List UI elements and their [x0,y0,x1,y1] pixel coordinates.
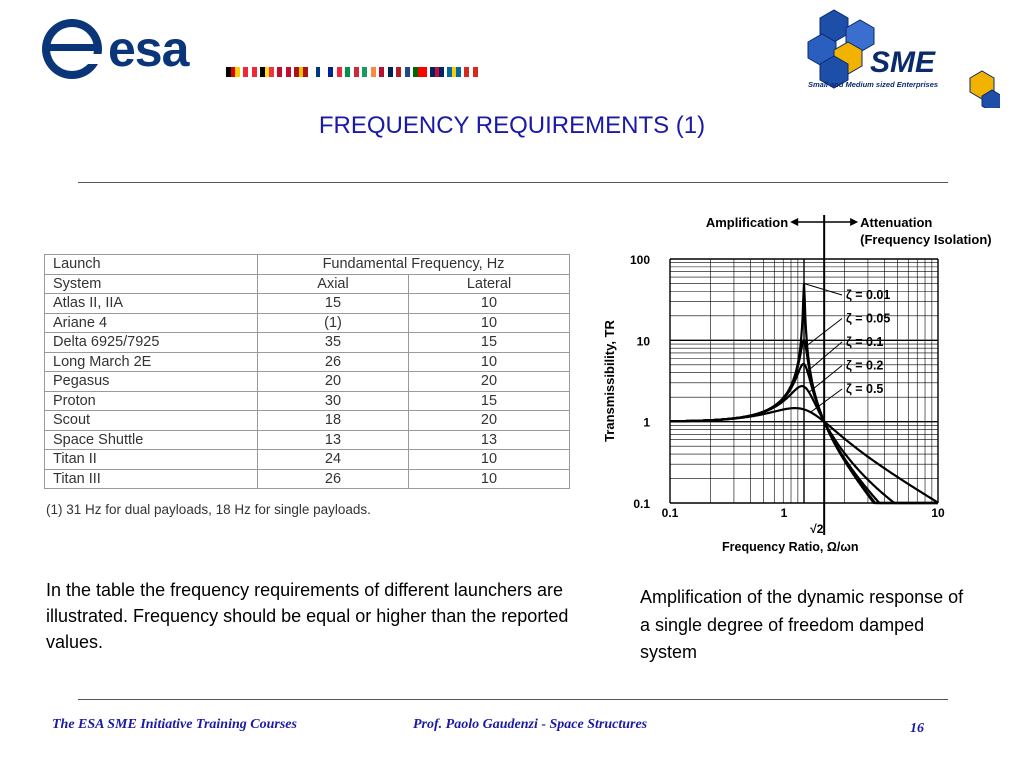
sme-logo-text: SME [870,46,936,79]
cell-axial: 26 [258,352,409,372]
cell-axial: 18 [258,411,409,431]
cell-axial: 15 [258,294,409,314]
header-launch: Launch [45,255,258,275]
flag-icon [362,67,376,77]
x-axis-label: Frequency Ratio, Ω/ωn [722,540,859,554]
flag-icon [328,67,342,77]
flag-icon [294,67,308,77]
header-system: System [45,274,258,294]
table-row [45,469,570,489]
series-label: ζ = 0.05 [846,311,891,326]
flag-icon [396,67,410,77]
attenuation-sublabel: (Frequency Isolation) [860,232,992,247]
series-leader-line [804,283,842,295]
flag-icon [311,67,325,77]
flag-icon [447,67,461,77]
arrow-right-icon [850,218,858,226]
cell-system: Pegasus [45,372,258,392]
cell-lateral: 15 [409,333,570,353]
x-tick-label: √2 [810,522,824,536]
table-row [45,352,570,372]
table-row [45,450,570,470]
cell-system: Atlas II, IIA [45,294,258,314]
header-axial: Axial [258,274,409,294]
cell-system: Titan II [45,450,258,470]
cell-system: Delta 6925/7925 [45,333,258,353]
series-label: ζ = 0.2 [846,358,884,373]
esa-logo-text: esa [108,21,189,77]
footer-author: Prof. Paolo Gaudenzi - Space Structures [413,717,648,732]
flag-icon [413,67,427,77]
flag-strip [226,67,478,77]
cell-lateral: 10 [409,469,570,489]
page-number: 16 [910,721,924,736]
series-label: ζ = 0.5 [846,382,884,396]
table-header-row [45,255,570,275]
cell-system: Scout [45,411,258,431]
flag-icon [226,67,240,77]
x-tick-label: 1 [780,506,788,520]
table-row [45,313,570,333]
header-lateral: Lateral [409,274,570,294]
cell-system: Ariane 4 [45,313,258,333]
amplification-label: Amplification [705,215,789,230]
y-tick-label: 10 [636,334,650,349]
table-header-row [45,274,570,294]
transmissibility-chart [596,205,1016,555]
header-fundamental-frequency: Fundamental Frequency, Hz [258,255,570,275]
title-divider [78,182,948,183]
cell-system: Proton [45,391,258,411]
flag-icon [277,67,291,77]
flag-icon [379,67,393,77]
table-row [45,333,570,353]
table-description: In the table the frequency requirements of different launchers are illustrated. Frequency should be equal or higher than the reported values. [46,580,569,652]
series-leader-line [809,366,842,393]
cell-system: Space Shuttle [45,430,258,450]
cell-lateral: 10 [409,313,570,333]
flag-icon [464,67,478,77]
flag-icon [260,67,274,77]
flag-icon [430,67,444,77]
cell-lateral: 10 [409,352,570,372]
cell-lateral: 13 [409,430,570,450]
footer-course: The ESA SME Initiative Training Courses [52,717,297,732]
footer-divider [78,699,948,700]
table-row [45,391,570,411]
cell-axial: 13 [258,430,409,450]
cell-lateral: 10 [409,450,570,470]
cell-axial: 26 [258,469,409,489]
table-row [45,372,570,392]
cell-axial: 24 [258,450,409,470]
table-row [45,294,570,314]
table-row [45,411,570,431]
sme-logo-subtitle: Small and Medium sized Enterprises [808,80,939,89]
table-footnote: (1) 31 Hz for dual payloads, 18 Hz for single payloads. [46,502,371,517]
flag-icon [243,67,257,77]
cell-axial: 30 [258,391,409,411]
chart-description: Amplification of the dynamic response of a single degree of freedom damped system [640,587,964,662]
cell-system: Long March 2E [45,352,258,372]
table-row [45,430,570,450]
y-tick-label: 1 [643,415,650,430]
cell-axial: 20 [258,372,409,392]
flag-icon [345,67,359,77]
y-axis-label: Transmissibility, TR [602,320,617,442]
x-tick-label: 0.1 [661,506,679,520]
y-tick-label: 0.1 [633,497,650,511]
cell-axial: (1) [258,313,409,333]
cell-system: Titan III [45,469,258,489]
arrow-left-icon [790,218,798,226]
cell-lateral: 20 [409,411,570,431]
cell-lateral: 15 [409,391,570,411]
launcher-frequency-table [44,254,574,489]
attenuation-label: Attenuation [860,215,933,230]
cell-axial: 35 [258,333,409,353]
cell-lateral: 10 [409,294,570,314]
series-label: ζ = 0.1 [846,335,884,349]
y-tick-label: 100 [629,253,650,267]
x-tick-label: 10 [931,506,945,520]
series-label: ζ = 0.01 [846,288,891,302]
cell-lateral: 20 [409,372,570,392]
slide-title: FREQUENCY REQUIREMENTS (1) [318,112,706,139]
